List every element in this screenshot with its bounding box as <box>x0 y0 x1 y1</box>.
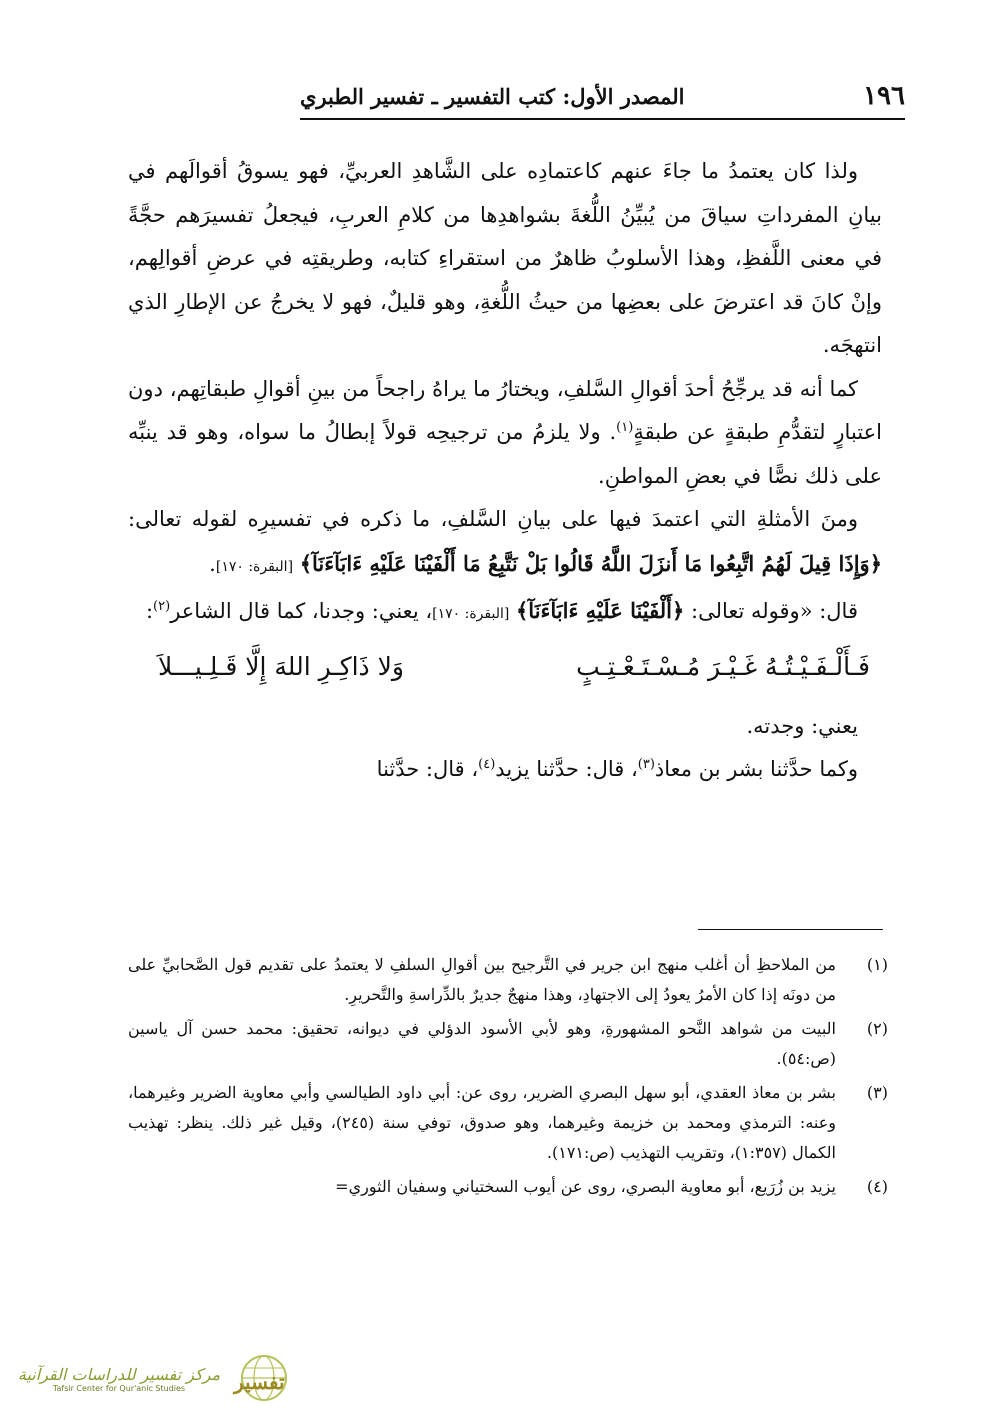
verse-reference-1: [البقرة: ١٧٠] <box>215 558 294 575</box>
footnote-text: من الملاحظِ أن أغلب منهج ابن جرير في التَّرجيح بين أقوالِ السلفِ لا يعتمدُ على تقديم قول الصَّحابيِّ على من دونَه إذا كان الأمرُ يعودُ إلى الاجتهادِ، وهذا منهجٌ جديرٌ بالدِّراسةِ والتَّحريرِ. <box>128 955 836 1004</box>
paragraph-5: يعني: وجدته. <box>746 713 858 738</box>
footnote-number: (٤) <box>866 1177 888 1196</box>
paragraph-3-end: . <box>209 551 216 576</box>
verse-second-hemistich: وَلا ذَاكِـرِ اللهَ إِلَّا قَـلِـيـــلاَ <box>158 651 404 681</box>
footnote-number: (١) <box>866 955 888 974</box>
paragraph-3-text: ومنَ الأمثلةِ التي اعتمدَ فيها على بيانِ السَّلفِ، ما ذكره في تفسيرِه لقوله تعالى: <box>128 507 858 531</box>
footnote-separator <box>698 929 883 930</box>
footnote-ref-4: (٤) <box>478 757 496 772</box>
paragraph-6 <box>128 748 882 792</box>
page-number: ١٩٦ <box>863 81 905 111</box>
poetry-verse <box>128 637 882 705</box>
main-text <box>128 150 882 792</box>
quran-verse-2: ﴿أَلْفَيْنَا عَلَيْهِ ءَابَآءَنَآ﴾ <box>516 598 685 623</box>
logo-english-name: Tafsir Center for Qur'anic Studies <box>52 1384 186 1393</box>
footnotes <box>128 950 888 1206</box>
paragraph-4-text: قال: «وقوله تعالى: <box>684 599 858 623</box>
paragraph-1: ولذا كان يعتمدُ ما جاءَ عنهم كاعتمادِه على الشَّاهدِ العربيِّ، فهو يسوقُ أقوالَهم في بيانِ المفرداتِ سياقَ من يُبيِّنُ اللُّغةَ بشواهدِها من كلامِ العربِ، فيجعلُ تفسيرَهم حجَّةً في معنى اللَّفظِ، وهذا الأسلوبُ ظاهرٌ من استقراءِ كتابه، وطريقتِه في عرضِ أقوالِهم، وإنْ كانَ قد اعترضَ على بعضِها من حيثُ اللُّغةِ، وهو قليلٌ، فهو لا يخرجُ عن الإطارِ الذي انتهجَه. <box>128 159 882 357</box>
footnote-2 <box>128 1014 888 1074</box>
paragraph-6-text-end: ، قال: حدَّثنا <box>376 757 479 781</box>
footnote-ref-2: (٢) <box>153 599 171 614</box>
paragraph-4-text-end: : <box>145 599 154 623</box>
footnote-1 <box>128 950 888 1010</box>
footnote-text: يزيد بن زُرَيع، أبو معاوية البصري، روى عن أيوب السختياني وسفيان الثوري= <box>335 1177 836 1196</box>
paragraph-6-text-mid: ، قال: حدَّثنا يزيد <box>495 757 638 781</box>
paragraph-4-text-mid: ، يعني: وجدنا، كما قال الشاعر <box>170 599 433 623</box>
logo-text <box>10 1350 228 1408</box>
footnote-ref-3: (٣) <box>637 757 655 772</box>
footnote-number: (٢) <box>866 1019 888 1038</box>
verse-reference-2: [البقرة: ١٧٠] <box>432 606 510 622</box>
logo-arabic-name: مركز تفسير للدراسات القرآنية <box>17 1365 221 1384</box>
quran-verse-1: ﴿وَإِذَا قِيلَ لَهُمُ اتَّبِعُوا مَا أَنزَلَ اللَّهُ قَالُوا بَلْ نَتَّبِعُ مَا أَلْفَيْنَا عَلَيْهِ ءَابَآءَنَآ﴾ <box>299 550 882 576</box>
footnote-number: (٣) <box>866 1083 888 1102</box>
footnote-text: البيت من شواهد النَّحو المشهورةِ، وهو لأبي الأسود الدؤلي في ديوانه، تحقيق: محمد حسن آل ياسين (ص:٥٤). <box>128 1019 836 1068</box>
paragraph-2-text-end: . ولا يلزمُ من ترجيحِه قولاً إبطالُ ما سواه، وهو قد ينبِّه على ذلك نصًّا في بعضِ المواطنِ. <box>128 420 882 488</box>
logo-mark-word: تفسير <box>234 1370 285 1394</box>
paragraph-6-text: وكما حدَّثنا بشر بن معاذ <box>654 757 858 781</box>
footnote-text: بشر بن معاذ العقدي، أبو سهل البصري الضرير، روى عن: أبي داود الطيالسي وأبي معاوية الضرير وغيرهما، وعنه: الترمذي ومحمد بن خزيمة وغيرهما، وهو صدوق، توفي سنة (٢٤٥)، وقيل غير ذلك. ينظر: تهذيب الكمال (١:٣٥٧)، وتقريب التهذيب (ص:١٧١). <box>128 1083 837 1162</box>
paragraph-3 <box>128 498 882 589</box>
page-header <box>300 74 905 120</box>
footnote-4 <box>128 1172 888 1202</box>
paragraph-4 <box>128 589 882 637</box>
paragraph-2 <box>128 368 882 499</box>
globe-logo-icon <box>228 1350 292 1408</box>
running-title: المصدر الأول: كتب التفسير ـ تفسير الطبري <box>300 83 685 109</box>
footnote-3 <box>128 1078 888 1168</box>
verse-first-hemistich: فَـأَلْـفَـيْـتُـهُ غَـيْـرَ مُـسْـتَـعْـتِـبٍ <box>576 651 870 681</box>
footnote-ref-1: (١) <box>616 420 634 435</box>
paragraph-2-text: كما أنه قد يرجِّحُ أحدَ أقوالِ السَّلفِ، ويختارُ ما يراهُ راجحاً من بينِ أقوالِ طبقاتِهم، دون اعتبارٍ لتقدُّمِ طبقةٍ عن طبقةٍ <box>128 376 882 444</box>
tafsir-center-logo <box>10 1350 295 1408</box>
